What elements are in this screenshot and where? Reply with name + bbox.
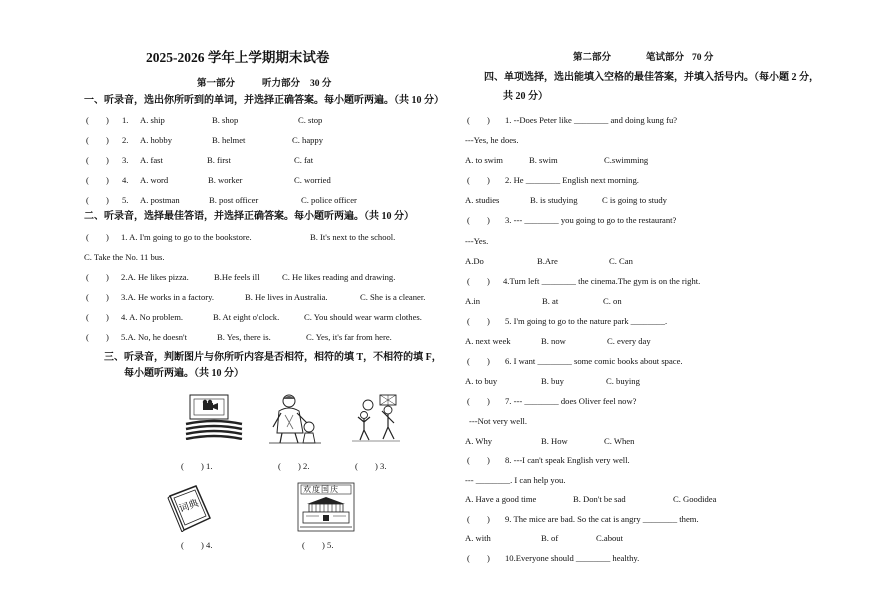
q5-option-b: B. now: [541, 336, 566, 346]
option-a: 3.A. He works in a factory.: [121, 292, 214, 302]
option-c: C. fat: [294, 155, 314, 165]
option-c: C. happy: [292, 135, 324, 145]
option-c: C. You should wear warm clothes.: [304, 312, 422, 322]
item-number: 4.: [122, 175, 129, 185]
q5-option-a: A. next week: [465, 336, 511, 346]
answer-paren[interactable]: ( ): [467, 316, 490, 326]
tiananmen-icon: [297, 482, 355, 532]
option-b: B. worker: [208, 175, 243, 185]
option-a: 4. A. No problem.: [121, 312, 184, 322]
q6-option-b: B. buy: [541, 376, 564, 386]
answer-paren[interactable]: ( ): [86, 272, 109, 282]
q3-option-b: B.Are: [537, 256, 558, 266]
part1-label: 听力部分: [262, 79, 301, 89]
part1-points: 30 分: [310, 79, 332, 89]
question-7: 7. --- ________ does Oliver feel now?: [505, 396, 637, 406]
option-c: C. police officer: [301, 195, 357, 205]
q1-option-b: B. swim: [529, 155, 558, 165]
dictionary-label: 词典: [177, 497, 201, 516]
answer-paren[interactable]: ( ): [467, 455, 490, 465]
part2-points: 70 分: [692, 53, 714, 63]
dictionary-icon: [166, 484, 214, 532]
answer-paren[interactable]: ( ): [86, 135, 109, 145]
answer-paren[interactable]: ( ): [467, 553, 490, 563]
section2-heading: 二、听录音，选择最佳答语，并选择正确答案。每小题听两遍。（共 10 分）: [84, 211, 414, 222]
q8-option-c: C. Goodidea: [673, 494, 717, 504]
question-1: 1. --Does Peter like ________ and doing kung fu?: [505, 115, 678, 125]
picture-4-answer[interactable]: ( ) 4.: [181, 540, 213, 550]
option-c: C. worried: [294, 175, 331, 185]
option-a: A. word: [140, 175, 169, 185]
answer-paren[interactable]: ( ): [467, 396, 490, 406]
picture-1-answer[interactable]: ( ) 1.: [181, 461, 213, 471]
q2-option-c: C is going to study: [602, 195, 667, 205]
q3-option-c: C. Can: [609, 256, 633, 266]
question-1-reply: ---Yes, he does.: [465, 135, 519, 145]
q9-option-c: C.about: [596, 533, 623, 543]
option-c: C. Yes, it's far from here.: [306, 332, 392, 342]
option-a: A. hobby: [140, 135, 172, 145]
option-b: B. first: [207, 155, 231, 165]
answer-paren[interactable]: ( ): [467, 276, 490, 286]
option-c: C. She is a cleaner.: [360, 292, 426, 302]
picture-3-answer[interactable]: ( ) 3.: [355, 461, 387, 471]
question-10: 10.Everyone should ________ healthy.: [505, 553, 640, 563]
q9-option-a: A. with: [465, 533, 491, 543]
q1-option-a: A. to swim: [465, 155, 503, 165]
q4-option-c: C. on: [603, 296, 622, 306]
q6-option-c: C. buying: [606, 376, 640, 386]
section4-heading-line2: 共 20 分）: [503, 91, 548, 102]
question-3-reply: ---Yes.: [465, 236, 489, 246]
question-7-reply: ---Not very well.: [469, 416, 527, 426]
cinema-icon: [184, 394, 244, 440]
question-9: 9. The mice are bad. So the cat is angry ________ them.: [505, 514, 699, 524]
option-b: B. It's next to the school.: [310, 232, 396, 242]
people-icon: [265, 393, 323, 445]
question-6: 6. I want ________ some comic books about space.: [505, 356, 683, 366]
answer-paren[interactable]: ( ): [467, 215, 490, 225]
q7-option-a: A. Why: [465, 436, 493, 446]
answer-paren[interactable]: ( ): [86, 115, 109, 125]
answer-paren[interactable]: ( ): [86, 332, 109, 342]
option-c: C. He likes reading and drawing.: [282, 272, 396, 282]
question-5: 5. I'm going to go to the nature park ________.: [505, 316, 668, 326]
item-number: 3.: [122, 155, 129, 165]
option-b: B. He lives in Australia.: [245, 292, 328, 302]
answer-paren[interactable]: ( ): [467, 115, 490, 125]
section4-heading-line1: 四、单项选择，选出能填入空格的最佳答案，并填入括号内。（每小题 2 分，: [484, 72, 819, 83]
option-a: 5.A. No, he doesn't: [121, 332, 187, 342]
option-b: B. post officer: [209, 195, 259, 205]
part2-name: 第二部分: [573, 53, 612, 63]
part2-label: 笔试部分: [646, 53, 685, 63]
question-2: 2. He ________ English next morning.: [505, 175, 639, 185]
answer-paren[interactable]: ( ): [86, 195, 109, 205]
option-a: A. fast: [140, 155, 163, 165]
part1-name: 第一部分: [197, 79, 236, 89]
item-number: 5.: [122, 195, 129, 205]
answer-paren[interactable]: ( ): [467, 175, 490, 185]
question-8-reply: --- ________. I can help you.: [465, 475, 566, 485]
question-8: 8. ---I can't speak English very well.: [505, 455, 630, 465]
q7-option-c: C. When: [604, 436, 635, 446]
question-3: 3. --- ________ you going to go to the restaurant?: [505, 215, 677, 225]
answer-paren[interactable]: ( ): [86, 312, 109, 322]
section3-heading-line1: 三、听录音，判断图片与你所听内容是否相符，相符的填 T，不相符的填 F，: [104, 352, 442, 363]
option-a: 1. A. I'm going to go to the bookstore.: [121, 232, 252, 242]
sign-label: 欢度国庆: [303, 485, 339, 494]
option-c: C. stop: [298, 115, 323, 125]
option-b: B. Yes, there is.: [217, 332, 271, 342]
option-b: B. At eight o'clock.: [213, 312, 280, 322]
option-b: B. shop: [212, 115, 239, 125]
picture-2-answer[interactable]: ( ) 2.: [278, 461, 310, 471]
q7-option-b: B. How: [541, 436, 568, 446]
q1-option-c: C.swimming: [604, 155, 649, 165]
option-a: A. ship: [140, 115, 165, 125]
answer-paren[interactable]: ( ): [86, 232, 109, 242]
option-b: B. helmet: [212, 135, 246, 145]
q9-option-b: B. of: [541, 533, 559, 543]
answer-paren[interactable]: ( ): [467, 356, 490, 366]
q3-option-a: A.Do: [465, 256, 484, 266]
q2-option-b: B. is studying: [530, 195, 578, 205]
playing-children-icon: [350, 393, 402, 443]
answer-paren[interactable]: ( ): [86, 155, 109, 165]
answer-paren[interactable]: ( ): [86, 292, 109, 302]
q4-option-a: A.in: [465, 296, 481, 306]
picture-5-answer[interactable]: ( ) 5.: [302, 540, 334, 550]
q2-option-a: A. studies: [465, 195, 500, 205]
section3-heading-line2: 每小题听两遍。（共 10 分）: [124, 368, 244, 379]
option-a: 2.A. He likes pizza.: [121, 272, 189, 282]
answer-paren[interactable]: ( ): [467, 514, 490, 524]
option-a: A. postman: [140, 195, 180, 205]
q4-option-b: B. at: [542, 296, 559, 306]
q8-option-b: B. Don't be sad: [573, 494, 626, 504]
item-number: 1.: [122, 115, 129, 125]
answer-paren[interactable]: ( ): [86, 175, 109, 185]
q8-option-a: A. Have a good time: [465, 494, 537, 504]
item-number: 2.: [122, 135, 129, 145]
q5-option-c: C. every day: [607, 336, 651, 346]
question-4: 4.Turn left ________ the cinema.The gym is on the right.: [503, 276, 701, 286]
q6-option-a: A. to buy: [465, 376, 498, 386]
section2-item-1-option-c: C. Take the No. 11 bus.: [84, 252, 165, 262]
exam-title: 2025-2026 学年上学期期末试卷: [146, 50, 330, 65]
option-b: B.He feels ill: [214, 272, 260, 282]
section1-heading: 一、听录音，选出你所听到的单词，并选择正确答案。每小题听两遍。（共 10 分）: [84, 95, 444, 106]
